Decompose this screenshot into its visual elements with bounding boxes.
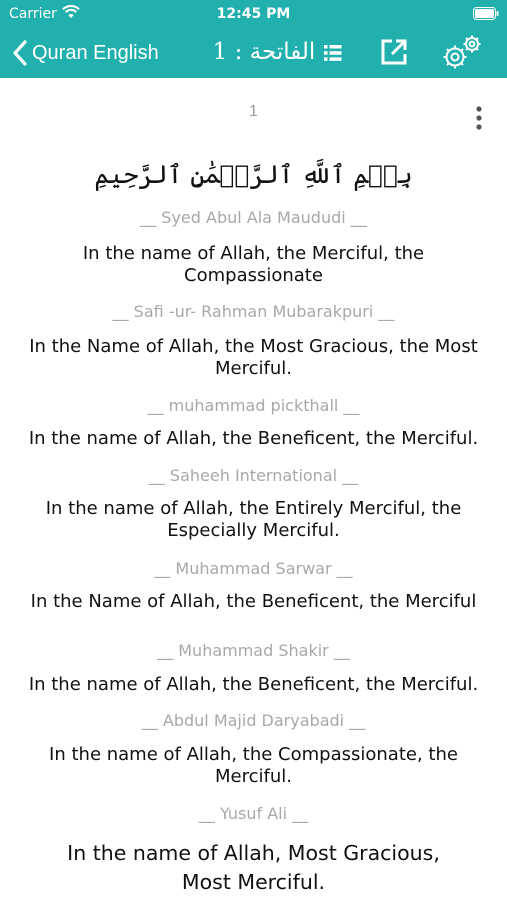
translator-name: __ Muhammad Sarwar __ <box>154 559 353 578</box>
translator-name: __ Saheeh International __ <box>148 466 359 485</box>
carrier-label: Carrier <box>9 6 57 22</box>
list-icon[interactable] <box>322 42 344 64</box>
translation-text: In the Name of Allah, the Beneficent, the Merciful <box>30 591 477 612</box>
surah-title: الفاتحة : 1 <box>212 39 316 65</box>
back-label: Quran English <box>32 41 159 64</box>
translator-name: __ Syed Abul Ala Maududi __ <box>140 208 367 227</box>
back-button[interactable] <box>12 38 159 68</box>
verse-content <box>0 78 507 900</box>
status-time: 12:45 PM <box>216 6 291 22</box>
translation-text: In the name of Allah, the Merciful, the Compassionate <box>82 243 425 286</box>
verse-number: 1 <box>249 103 258 120</box>
more-options-icon[interactable] <box>472 104 486 132</box>
translation-text: In the Name of Allah, the Most Gracious, the Most Merciful. <box>29 336 478 379</box>
arabic-verse-text: بِسۡمِ ٱللَّهِ ٱلرَّحۡمَٰنِ ٱلرَّحِيمِ <box>94 160 413 189</box>
chevron-left-icon <box>12 40 28 66</box>
battery-icon <box>473 7 499 20</box>
translation-text: In the name of Allah, the Compassionate, the Merciful. <box>49 744 458 787</box>
translation-text: In the name of Allah, the Beneficent, the Merciful. <box>28 428 479 449</box>
status-bar <box>0 0 507 28</box>
translator-name: __ Abdul Majid Daryabadi __ <box>141 711 366 730</box>
navigation-bar <box>0 28 507 78</box>
share-icon[interactable] <box>380 38 408 66</box>
translator-name: __ Muhammad Shakir __ <box>157 641 350 660</box>
translation-text: In the name of Allah, the Entirely Merciful, the Especially Merciful. <box>45 498 462 541</box>
translator-name: __ muhammad pickthall __ <box>147 396 360 415</box>
translator-name: __ Yusuf Ali __ <box>198 804 309 823</box>
translation-text: In the name of Allah, the Beneficent, the Merciful. <box>28 674 479 695</box>
translator-name: __ Safi -ur- Rahman Mubarakpuri __ <box>112 302 395 321</box>
translation-text: In the name of Allah, Most Gracious, Most Merciful. <box>67 841 440 894</box>
settings-icon[interactable] <box>440 32 484 72</box>
